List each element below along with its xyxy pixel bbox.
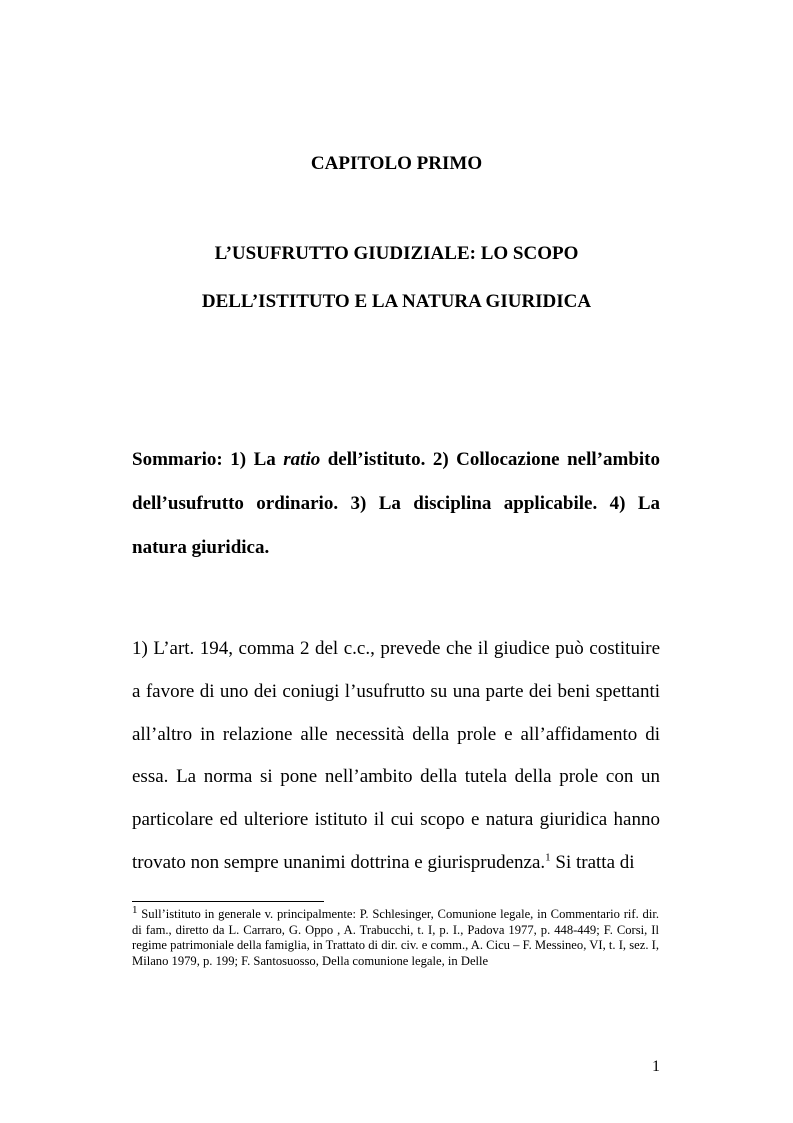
- body-paragraph: [132, 628, 660, 885]
- footnote-separator: [132, 901, 324, 902]
- footnote: [132, 903, 659, 969]
- body-text-continuation: Si tratta di: [550, 851, 635, 873]
- chapter-label: CAPITOLO PRIMO: [310, 153, 483, 174]
- summary-lead: Sommario: 1) La: [132, 449, 284, 470]
- chapter-title-line-1: L’USUFRUTTO GIUDIZIALE: LO SCOPO: [214, 243, 579, 264]
- summary-italic-word: ratio: [283, 449, 321, 470]
- page-number: 1: [652, 1058, 660, 1075]
- chapter-title-line-2: DELL’ISTITUTO E LA NATURA GIURIDICA: [201, 291, 592, 312]
- body-text-main: 1) L’art. 194, comma 2 del c.c., prevede che il giudice può costituire a favore di uno dei coniugi l’usufrutto su una parte dei beni spettanti all’altro in relazione alle necessità della prole e all’affidamento di essa. La norma si pone nell’ambito della tutela della prole con un particolare ed ulteriore istituto il cui scopo e natura giuridica hanno trovato non sempre unanimi dottrina e giurisprudenza.: [132, 638, 660, 873]
- chapter-summary: [132, 438, 660, 570]
- footnote-reference: 1: [545, 851, 551, 864]
- footnote-text: Sull’istituto in generale v. principalmente: P. Schlesinger, Comunione legale, in Commentario rif. dir. di fam., diretto da L. Carraro, G. Oppo , A. Trabucchi, t. I, p. I., Padova 1977, p. 448-449; F. Corsi, Il regime patrimoniale della famiglia, in Trattato di dir. civ. e comm., A. Cicu – F. Messineo, VI, t. I, sez. I, Milano 1979, p. 199; F. Santosuosso, Della comunione legale, in Delle: [132, 907, 659, 968]
- summary-rest: dell’istituto. 2) Collocazione nell’ambito dell’usufrutto ordinario. 3) La disciplina applicabile. 4) La natura giuridica.: [132, 449, 660, 558]
- footnote-number: 1: [132, 903, 138, 916]
